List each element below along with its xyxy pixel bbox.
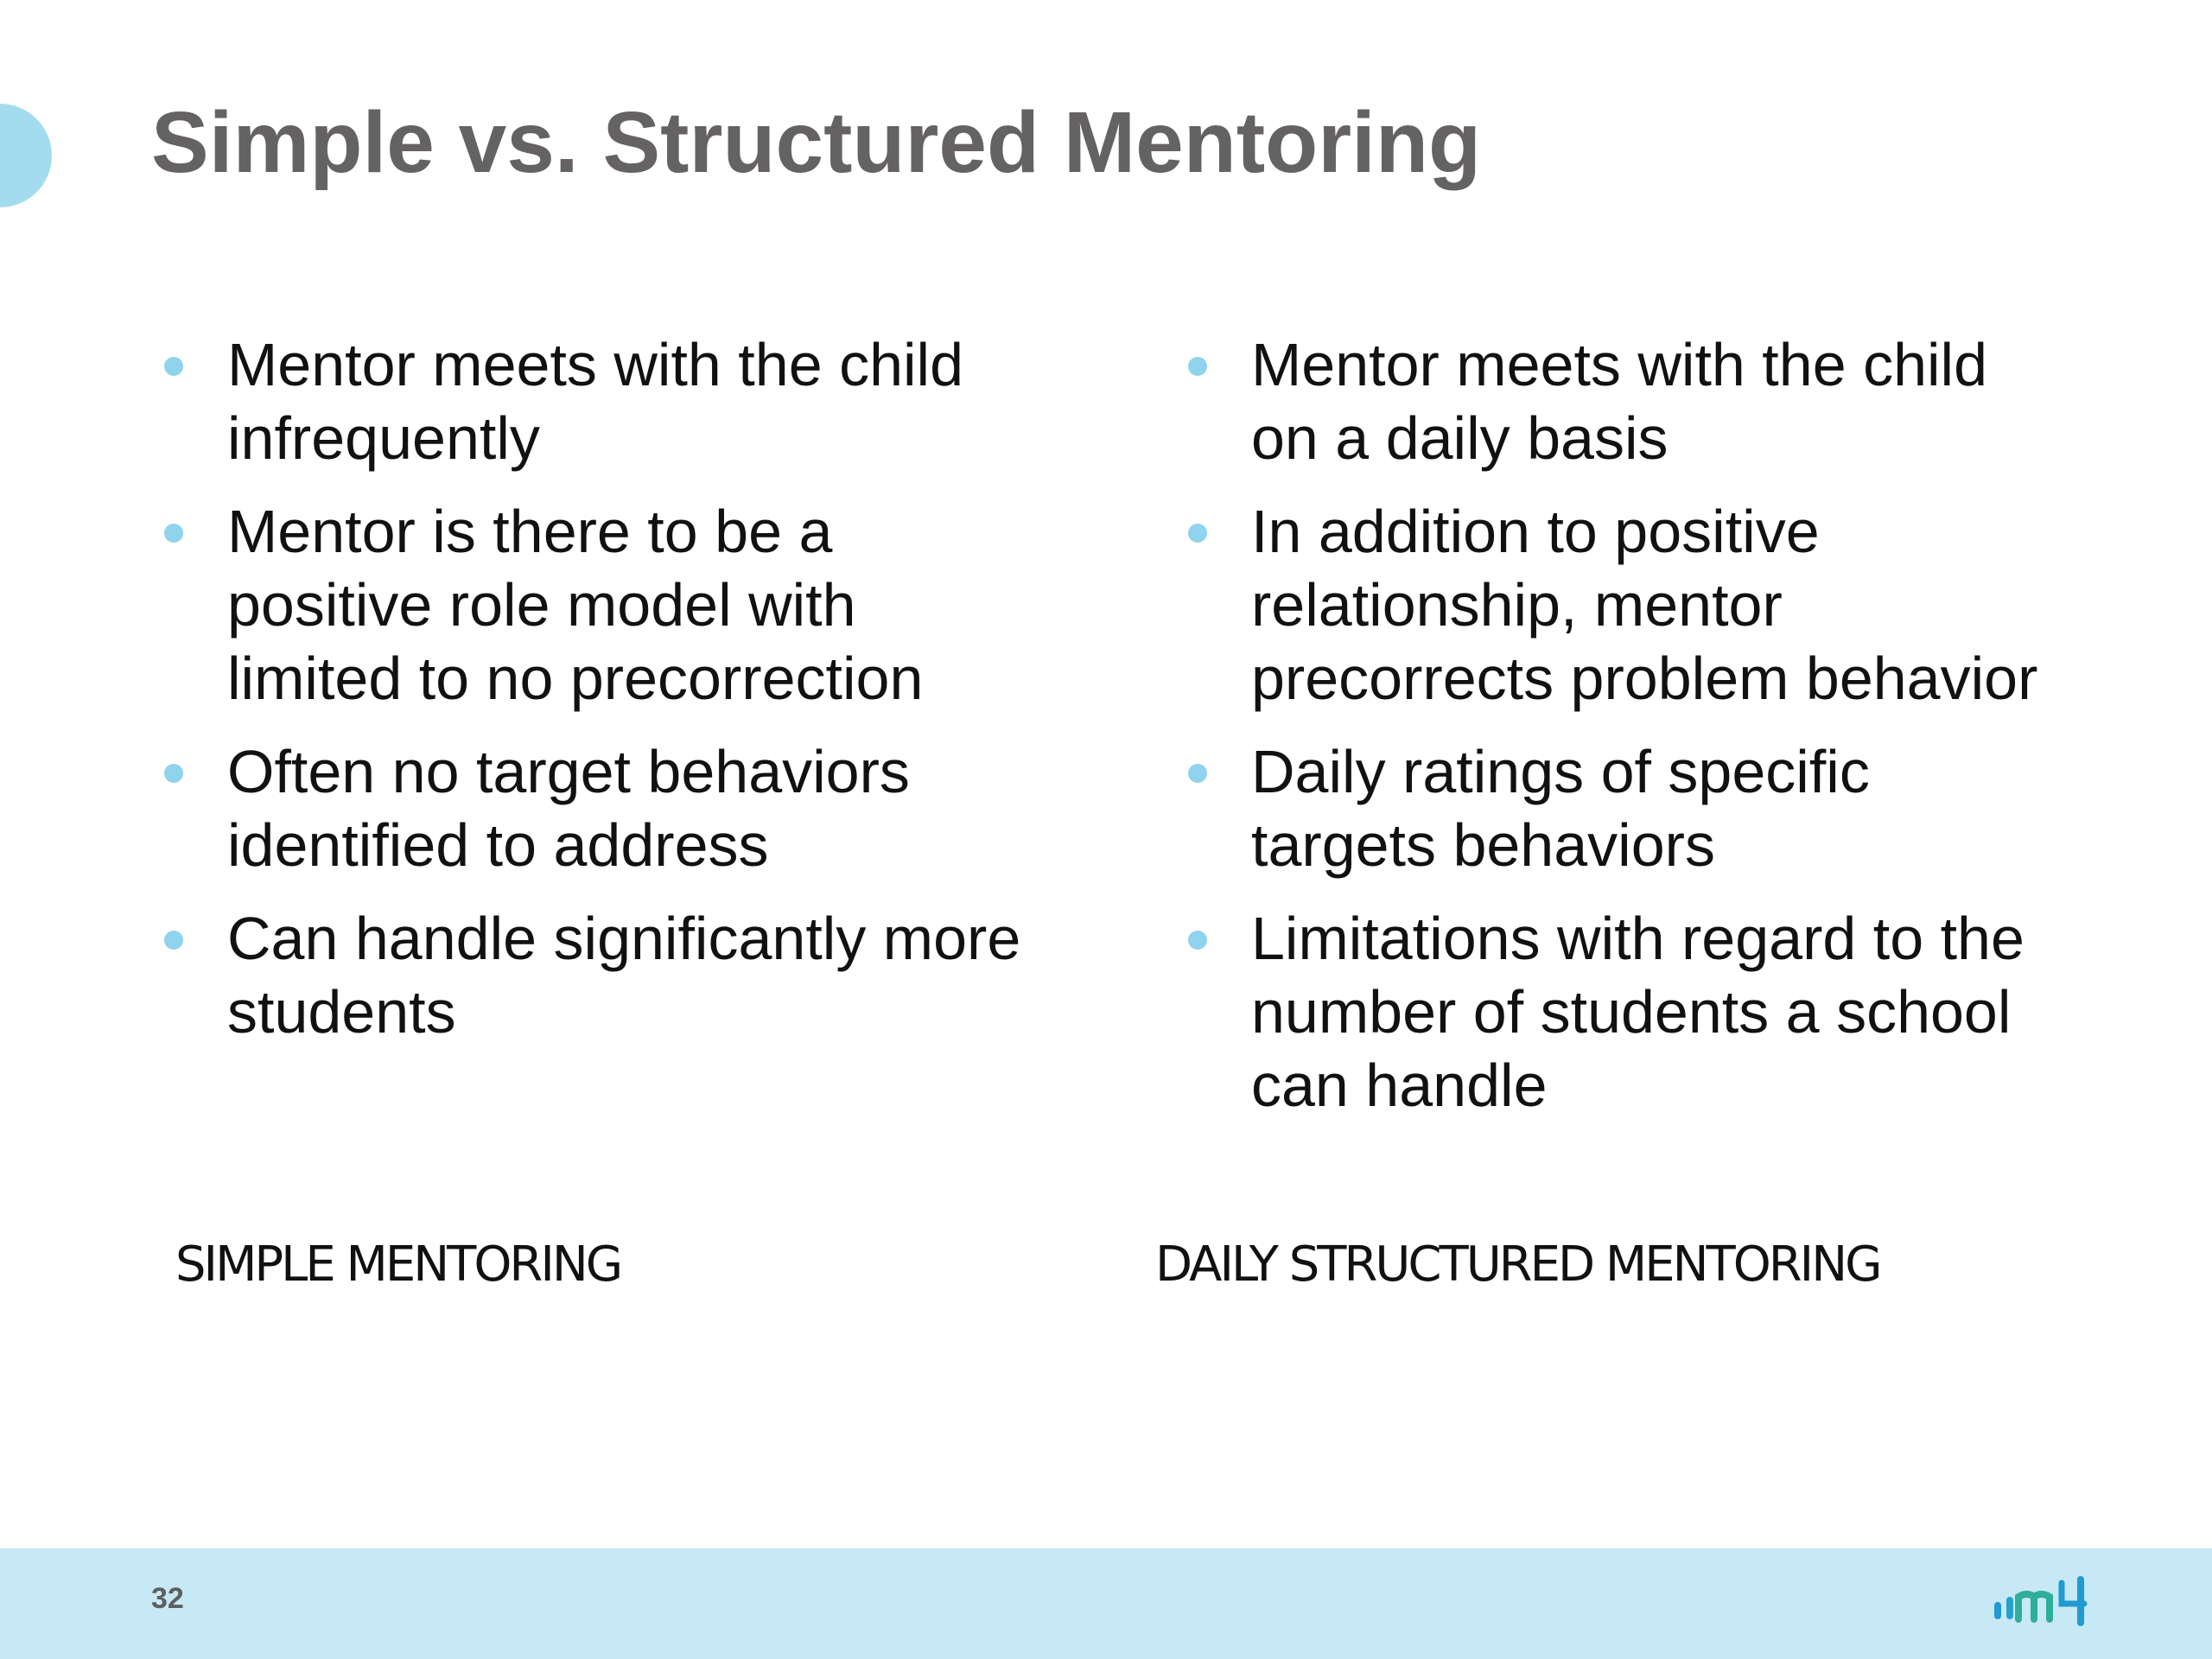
bullet-text: In addition to positive relationship, mentor precorrects problem behavior [1251, 498, 2038, 712]
bullet-dot-icon [1188, 357, 1207, 376]
page-number: 32 [151, 1582, 184, 1615]
bullet-item [164, 735, 1028, 882]
bullet-dot-icon [164, 931, 183, 950]
bullet-text: Mentor meets with the child on a daily basis [1251, 331, 1988, 472]
bullet-text: Mentor is there to be a positive role model with limited to no precorrection [227, 498, 924, 712]
m4-logo-icon [1987, 1571, 2108, 1631]
left-column-caption: SIMPLE MENTORING [175, 1236, 621, 1293]
bullet-item [1188, 735, 2052, 882]
slide-title: Simple vs. Structured Mentoring [151, 94, 1482, 191]
bullet-item [1188, 495, 2052, 715]
bullet-text: Limitations with regard to the number of students a school can handle [1251, 905, 2024, 1119]
right-column-caption: DAILY STRUCTURED MENTORING [1155, 1236, 1880, 1293]
left-bullet-list [164, 328, 1028, 1069]
bullet-dot-icon [164, 524, 183, 543]
bullet-item [164, 902, 1028, 1049]
bullet-text: Daily ratings of specific targets behaviors [1251, 738, 1870, 879]
bullet-text: Can handle significantly more students [227, 905, 1021, 1046]
bullet-dot-icon [164, 764, 183, 783]
bullet-text: Often no target behaviors identified to address [227, 738, 910, 879]
bullet-item [1188, 902, 2052, 1122]
bullet-dot-icon [164, 357, 183, 376]
bullet-dot-icon [1188, 764, 1207, 783]
bullet-text: Mentor meets with the child infrequently [227, 331, 964, 472]
right-bullet-list [1188, 328, 2052, 1142]
bullet-item [164, 328, 1028, 475]
bullet-dot-icon [1188, 524, 1207, 543]
footer-band [0, 1548, 2212, 1659]
bullet-item [1188, 328, 2052, 475]
bullet-dot-icon [1188, 931, 1207, 950]
corner-circle-decoration [0, 104, 52, 207]
bullet-item [164, 495, 1028, 715]
